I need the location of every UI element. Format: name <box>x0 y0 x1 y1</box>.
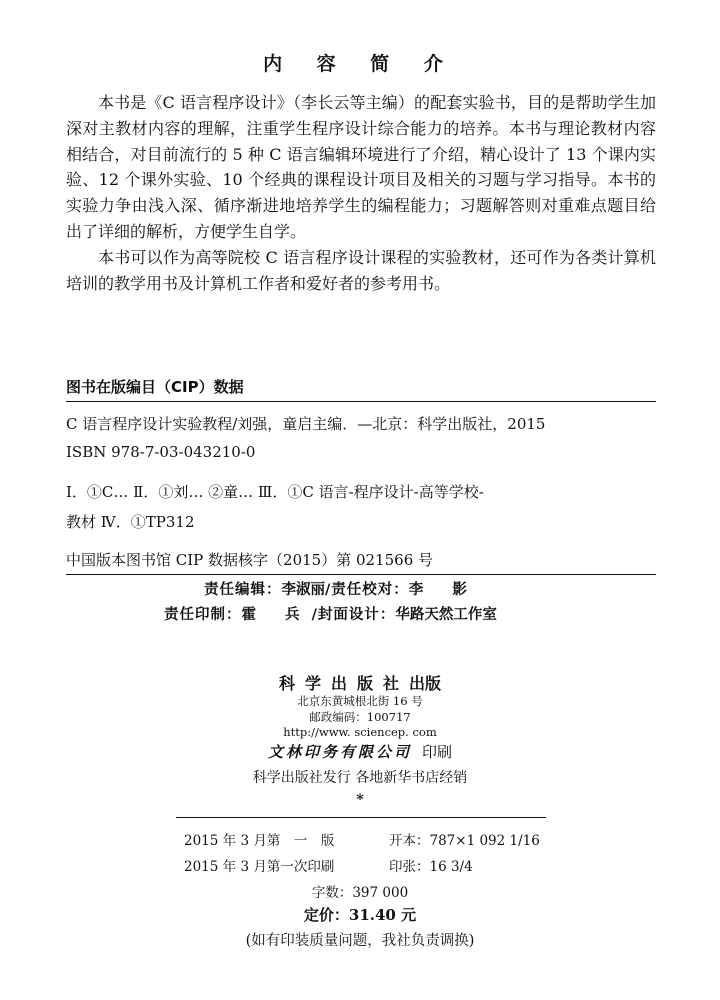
editor-name: 李淑丽 <box>281 582 325 598</box>
intro-paragraph-1 <box>66 90 656 245</box>
publisher-postcode: 邮政编码：100717 <box>309 710 411 724</box>
editor-role: 责任编辑： <box>204 582 282 598</box>
intro-p1-first-line: 本书是《C 语言程序设计》（李长云等主编）的配套实验书，目的是 <box>98 93 576 112</box>
edition-date: 2015 年 3 月第 一 版 <box>184 833 335 849</box>
publisher-address: 北京东黄城根北街 16 号 <box>297 694 423 708</box>
quality-notice: (如有印装质量问题，我社负责调换) <box>245 933 475 949</box>
intro-text <box>66 90 656 296</box>
print-sheets: 印张：16 3/4 <box>389 859 473 875</box>
print-name: 霍 兵 <box>241 607 312 623</box>
proof-role: /责任校对： <box>325 582 409 598</box>
publisher-name: 科学出版社 <box>278 674 409 693</box>
price: 定价：31.40 元 <box>303 906 417 924</box>
cip-line-4: 教材 Ⅳ．①TP312 <box>66 513 195 531</box>
credit-row-editors <box>204 578 479 599</box>
intro-p1-rest: 帮助学生加深对主教材内容的理解，注重学生程序设计综合能力的培养。本书与理论教材内容相结合，对目前流行的 5 种 C 语言编辑环境进行了介绍，精心设计了 13 个课内实验、12 个课外实验、10 个经典的课程设计项目及相关的习题与学习指导。本书的实验力争由浅入深、循序渐进地培养学生的编程能力；习题解答则对重难点题目给出了详细的解析，方便学生自学。 <box>66 93 656 241</box>
page-title: 内 容 简 介 <box>263 53 457 75</box>
printer-suffix: 印刷 <box>422 743 453 761</box>
proof-name: 李 影 <box>408 582 479 598</box>
distribution-line: 科学出版社发行 各地新华书店经销 <box>252 770 468 786</box>
publisher-url: http://www. sciencep. com <box>283 725 437 739</box>
printer-line <box>0 741 720 762</box>
cip-line-1: C 语言程序设计实验教程/刘强，童启主编．—北京：科学出版社，2015 <box>66 415 546 433</box>
credit-row-print <box>164 603 497 624</box>
cip-bottom-rule <box>66 574 656 575</box>
cover-role: /封面设计： <box>311 607 396 623</box>
edition-rule <box>176 817 546 818</box>
print-date: 2015 年 3 月第一次印刷 <box>184 859 335 875</box>
print-role: 责任印制： <box>164 607 242 623</box>
printer-name: 文林印务有限公司 <box>267 743 412 761</box>
word-count: 字数：397 000 <box>311 885 409 901</box>
cip-line-5: 中国版本图书馆 CIP 数据核字（2015）第 021566 号 <box>66 551 434 569</box>
separator-star: * <box>356 792 364 808</box>
publisher-suffix: 出版 <box>409 674 442 693</box>
cip-line-3: Ⅰ．①C… Ⅱ．①刘… ②童… Ⅲ．①C 语言-程序设计-高等学校- <box>66 483 484 501</box>
cip-heading: 图书在版编目（CIP）数据 <box>66 378 244 396</box>
cover-name: 华路天然工作室 <box>395 607 497 623</box>
cip-top-rule <box>66 401 656 402</box>
publisher-line <box>0 671 720 694</box>
cip-line-2: ISBN 978-7-03-043210-0 <box>66 443 256 461</box>
book-format: 开本：787×1 092 1/16 <box>389 833 540 849</box>
intro-paragraph-2: 本书可以作为高等院校 C 语言程序设计课程的实验教材，还可作为各类计算机培训的教学用书及计算机工作者和爱好者的参考用书。 <box>66 247 656 293</box>
